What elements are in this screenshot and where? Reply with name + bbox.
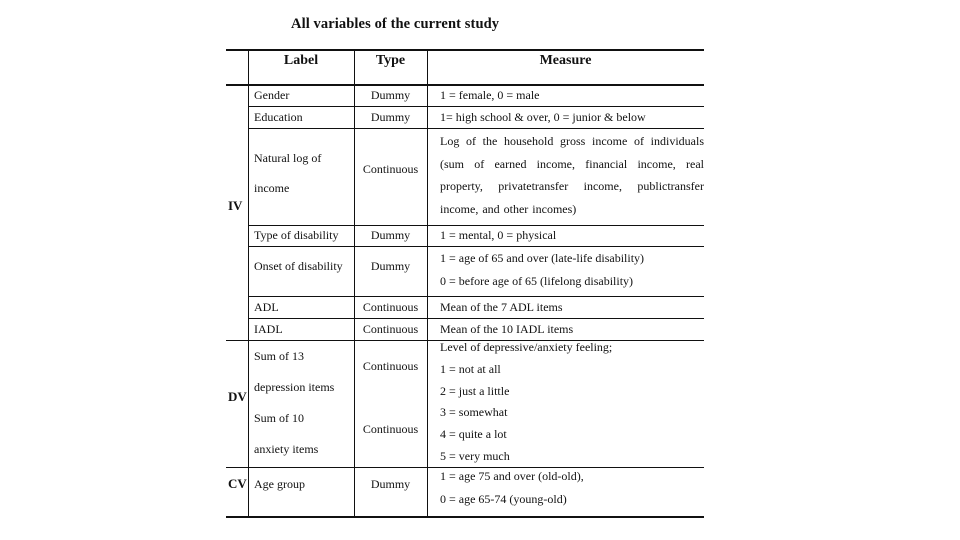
measure-line: 5 = very much <box>440 448 510 463</box>
row-label: Age group <box>254 477 305 491</box>
row-type: Dummy <box>370 110 411 124</box>
header-label: Label <box>283 53 319 68</box>
row-measure: 1= high school & over, 0 = junior & below <box>440 110 646 124</box>
row-measure <box>440 465 584 510</box>
table-bottom-rule <box>226 516 704 518</box>
row-type: Continuous <box>362 322 419 336</box>
row-label: IADL <box>254 322 283 336</box>
column-divider-type-measure <box>427 50 428 517</box>
row-label-line: Sum of 13 <box>254 349 305 363</box>
row-measure-text: Log of the household gross income of individuals (sum of earned income, financial income, real property, privatetransfer income, publictransfer income, and other incomes) <box>440 134 704 216</box>
header-measure: Measure <box>539 53 592 68</box>
row-measure: Mean of the 7 ADL items <box>440 300 563 314</box>
row-measure: 1 = mental, 0 = physical <box>440 228 557 242</box>
group-label-cv: CV <box>228 476 247 491</box>
row-divider <box>248 128 704 129</box>
row-label: Education <box>254 110 303 124</box>
row-label <box>254 143 321 203</box>
measure-line: 2 = just a little <box>440 383 510 398</box>
row-measure-line: 1 = age of 65 and over (late-life disability) <box>440 251 645 265</box>
row-type: Continuous <box>362 359 419 373</box>
row-measure: Mean of the 10 IADL items <box>440 322 574 336</box>
group-label-dv: DV <box>228 389 247 404</box>
column-divider-group-label <box>248 50 249 517</box>
row-type: Continuous <box>362 162 419 176</box>
row-measure <box>440 247 644 292</box>
row-type: Continuous <box>362 300 419 314</box>
row-type: Dummy <box>370 259 411 273</box>
measure-line: 4 = quite a lot <box>440 427 507 442</box>
row-measure-line: 0 = before age of 65 (lifelong disability) <box>440 273 634 288</box>
row-label-line: income <box>254 181 290 195</box>
row-label-line: depression items <box>254 380 335 394</box>
row-label-line: anxiety items <box>254 442 319 456</box>
row-label: ADL <box>254 300 279 314</box>
row-label-line: Natural log of <box>254 151 322 165</box>
row-measure-line: 0 = age 65-74 (young-old) <box>440 491 567 506</box>
row-label: Gender <box>254 88 290 102</box>
group-label-iv: IV <box>228 198 243 213</box>
row-type: Continuous <box>362 422 419 436</box>
row-measure <box>440 130 704 220</box>
measure-line: 3 = somewhat <box>440 405 508 420</box>
row-measure: 1 = female, 0 = male <box>440 88 540 102</box>
row-label <box>254 403 318 465</box>
table-top-rule <box>226 49 704 51</box>
row-label-line: Sum of 10 <box>254 411 305 425</box>
table-title: All variables of the current study <box>291 16 500 32</box>
row-type: Dummy <box>370 228 411 242</box>
dv-shared-measure <box>440 337 612 468</box>
row-label: Type of disability <box>254 228 339 242</box>
header-type: Type <box>375 53 406 68</box>
row-type: Dummy <box>370 88 411 102</box>
measure-line: Level of depressive/anxiety feeling; <box>440 340 613 354</box>
row-label: Onset of disability <box>254 259 343 273</box>
measure-line: 1 = not at all <box>440 361 501 376</box>
row-type: Dummy <box>370 477 411 491</box>
row-measure-line: 1 = age 75 and over (old-old), <box>440 469 584 483</box>
row-label <box>254 341 334 403</box>
